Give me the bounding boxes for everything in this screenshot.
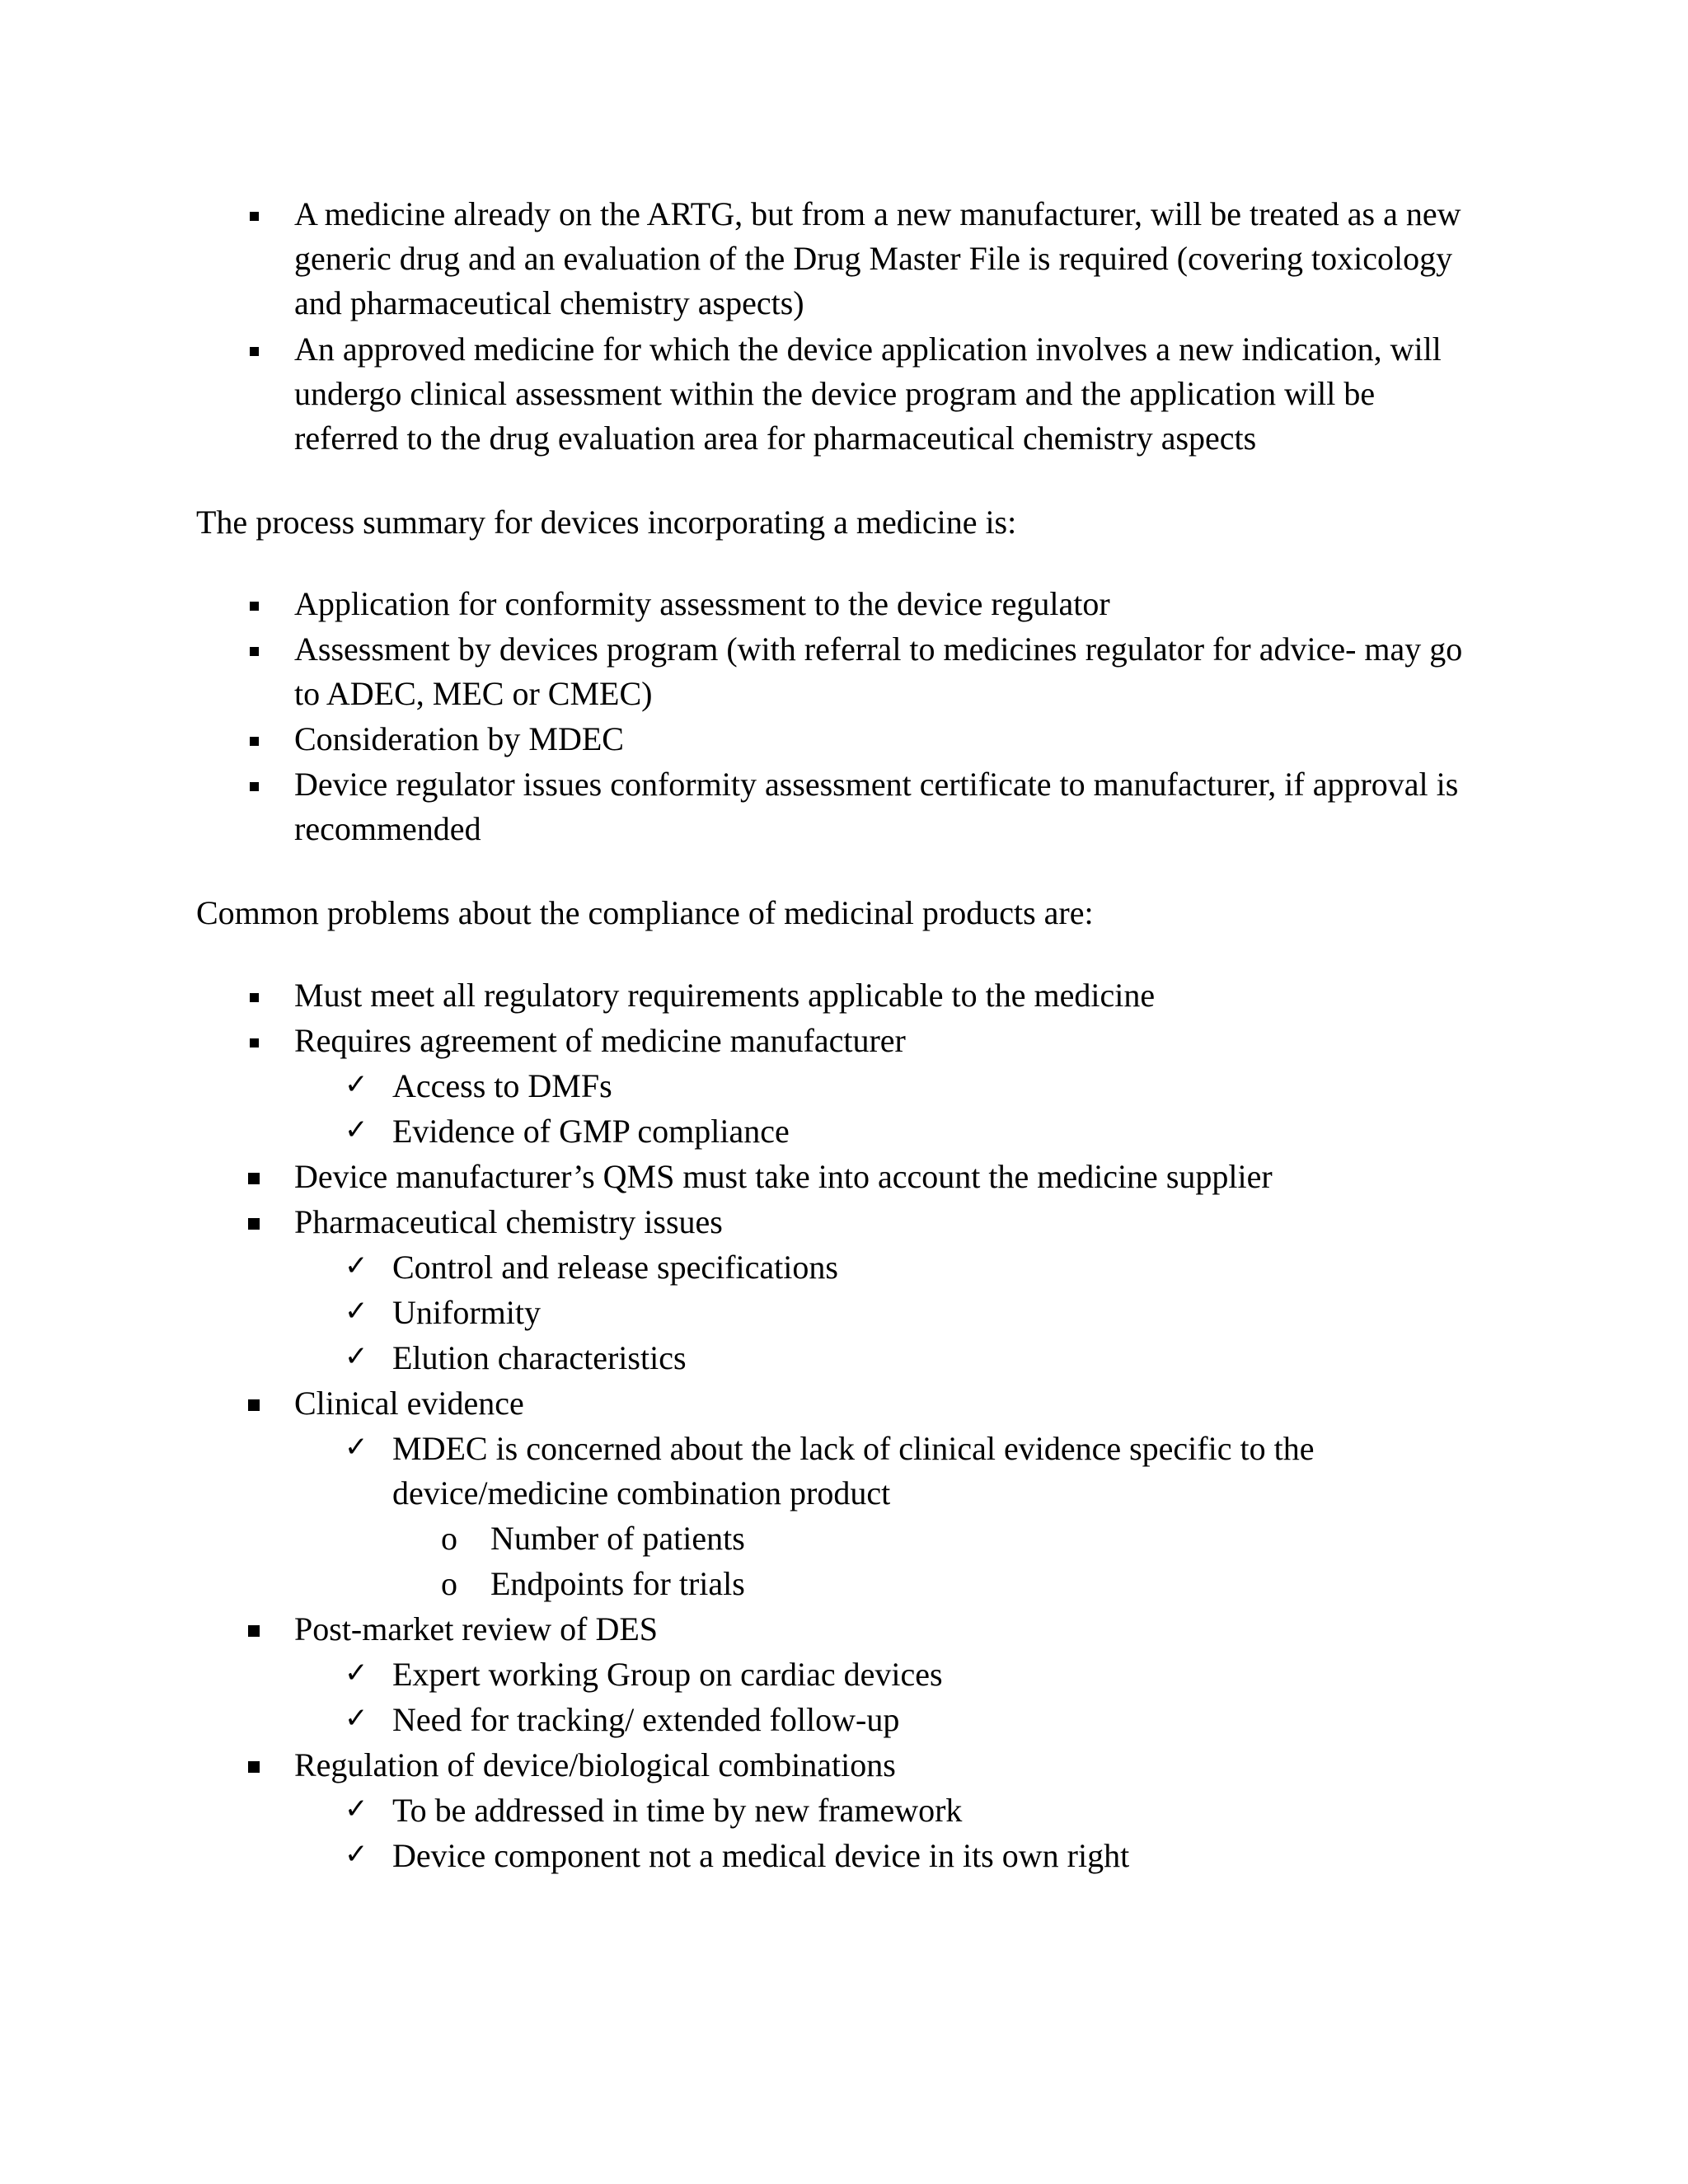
list-item-line: Clinical evidence: [294, 1385, 524, 1422]
list-item-line: Control and release specifications: [392, 1249, 838, 1286]
list-item-line: Number of patients: [490, 1520, 745, 1557]
list-item-line: Application for conformity assessment to the device regulator: [294, 585, 1110, 622]
square-bullet-icon: [250, 347, 259, 356]
paragraph: The process summary for devices incorporating a medicine is:: [196, 504, 1017, 541]
checkmark-icon: ✓: [345, 1113, 368, 1146]
list-item-line: referred to the drug evaluation area for pharmaceutical chemistry aspects: [294, 419, 1257, 457]
square-bullet-icon: [250, 993, 259, 1002]
list-item-line: to ADEC, MEC or CMEC): [294, 675, 653, 712]
list-item-line: To be addressed in time by new framework: [392, 1792, 963, 1829]
checkmark-icon: ✓: [345, 1838, 368, 1871]
list-item-line: Must meet all regulatory requirements applicable to the medicine: [294, 977, 1156, 1014]
list-item-line: Uniformity: [392, 1294, 541, 1331]
square-bullet-icon: [248, 1173, 260, 1184]
list-item-line: Consideration by MDEC: [294, 720, 624, 757]
list-item-line: An approved medicine for which the device application involves a new indication, will: [294, 330, 1442, 368]
checkmark-icon: ✓: [345, 1431, 368, 1464]
checkmark-icon: ✓: [345, 1657, 368, 1690]
square-bullet-icon: [248, 1399, 260, 1411]
checkmark-icon: ✓: [345, 1793, 368, 1825]
checkmark-icon: ✓: [345, 1068, 368, 1101]
list-item-line: undergo clinical assessment within the device program and the application will be: [294, 375, 1376, 412]
list-item-line: Requires agreement of medicine manufacturer: [294, 1022, 906, 1059]
list-item-line: recommended: [294, 810, 481, 847]
list-item-line: Endpoints for trials: [490, 1565, 745, 1602]
square-bullet-icon: [250, 647, 259, 656]
square-bullet-icon: [250, 782, 259, 791]
list-item-line: Device regulator issues conformity assessment certificate to manufacturer, if approval is: [294, 766, 1459, 803]
list-item-line: Assessment by devices program (with referral to medicines regulator for advice- may go: [294, 630, 1463, 668]
list-item-line: Device manufacturer’s QMS must take into account the medicine supplier: [294, 1158, 1273, 1195]
list-item-line: Device component not a medical device in its own right: [392, 1837, 1130, 1874]
square-bullet-icon: [250, 212, 259, 221]
list-item-line: Post-market review of DES: [294, 1610, 659, 1647]
square-bullet-icon: [250, 737, 259, 746]
list-item-line: Regulation of device/biological combinations: [294, 1746, 896, 1783]
list-item-line: MDEC is concerned about the lack of clinical evidence specific to the: [392, 1430, 1315, 1467]
list-item-line: Elution characteristics: [392, 1339, 687, 1376]
square-bullet-icon: [248, 1625, 260, 1637]
list-item-line: and pharmaceutical chemistry aspects): [294, 284, 804, 321]
list-item-line: Expert working Group on cardiac devices: [392, 1656, 943, 1693]
checkmark-icon: ✓: [345, 1340, 368, 1373]
circle-bullet-icon: o: [441, 1565, 457, 1602]
square-bullet-icon: [248, 1218, 260, 1230]
circle-bullet-icon: o: [441, 1520, 457, 1557]
list-item-line: Need for tracking/ extended follow-up: [392, 1701, 900, 1738]
list-item-line: Access to DMFs: [392, 1067, 612, 1104]
list-item-line: Evidence of GMP compliance: [392, 1113, 790, 1150]
list-item-line: Pharmaceutical chemistry issues: [294, 1203, 723, 1240]
square-bullet-icon: [248, 1761, 260, 1773]
checkmark-icon: ✓: [345, 1702, 368, 1735]
checkmark-icon: ✓: [345, 1249, 368, 1282]
paragraph: Common problems about the compliance of medicinal products are:: [196, 894, 1094, 931]
square-bullet-icon: [250, 1038, 259, 1047]
square-bullet-icon: [250, 602, 259, 611]
list-item-line: A medicine already on the ARTG, but from a new manufacturer, will be treated as a new: [294, 195, 1461, 232]
list-item-line: device/medicine combination product: [392, 1474, 891, 1511]
checkmark-icon: ✓: [345, 1295, 368, 1328]
list-item-line: generic drug and an evaluation of the Drug Master File is required (covering toxicology: [294, 240, 1453, 277]
